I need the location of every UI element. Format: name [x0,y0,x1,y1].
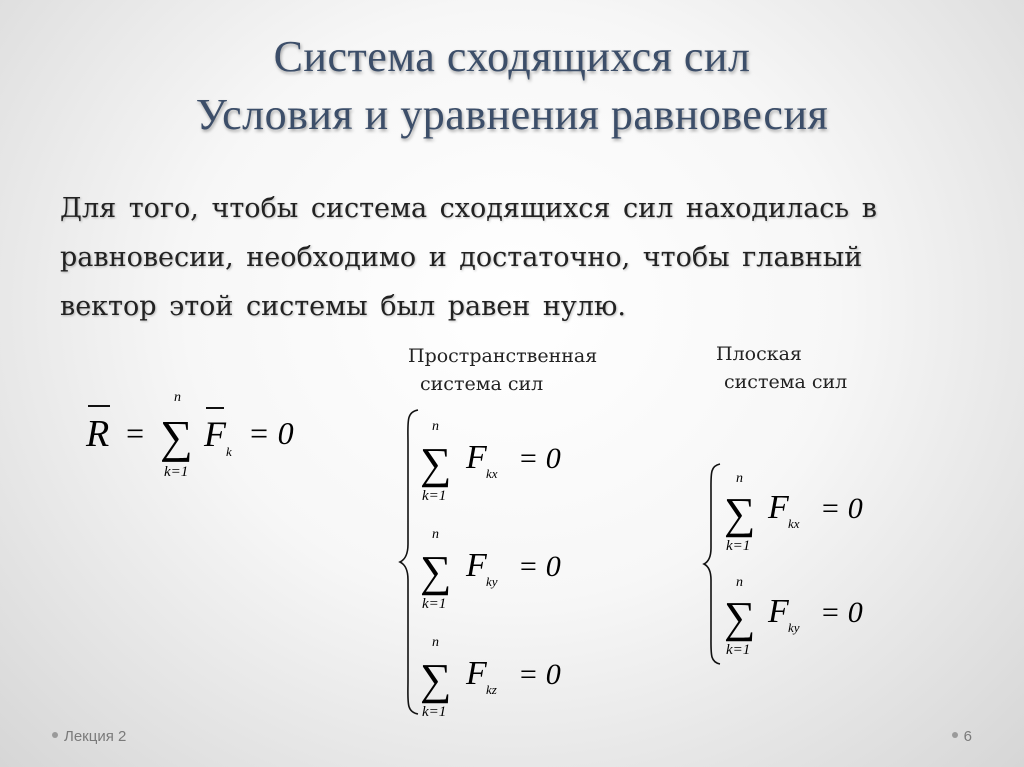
bullet-dot-icon [952,732,958,738]
slide-title-line-1: Система сходящихся сил [273,32,751,81]
caption-spatial-system [408,342,597,398]
left-brace [400,410,418,714]
main-sum-lower: k=1 [164,464,189,480]
sum-upper: n [432,635,439,650]
sum-symbol: ∑ [724,489,756,538]
bullet-dot-icon [52,732,58,738]
rhs: = 0 [820,492,863,525]
term-sub: kx [788,516,800,531]
planar-equations-system [702,458,902,668]
sum-lower: k=1 [726,538,751,554]
sum-lower: k=1 [422,488,447,504]
footer-lecture [52,728,126,745]
planar-equation-x [724,471,863,554]
spatial-equation-x [420,419,561,504]
sum-symbol: ∑ [420,547,452,596]
caption-planar-line-1: Плоская [716,343,802,365]
sum-upper: n [736,575,743,590]
term: F [768,489,789,526]
sum-symbol: ∑ [724,593,756,642]
footer-page [952,728,972,745]
main-term: F [204,414,226,454]
term-sub: kz [486,682,497,697]
slide-body-text [60,184,960,331]
rhs: = 0 [820,596,863,629]
rhs: = 0 [518,550,561,583]
sum-symbol: ∑ [160,411,193,462]
term-sub: ky [486,574,498,589]
sum-lower: k=1 [422,596,447,612]
slide-title [0,28,1024,144]
rhs: = 0 [518,658,561,691]
sum-upper: n [736,471,743,486]
slide-title-line-2: Условия и уравнения равновесия [195,90,829,139]
caption-planar-system [716,340,847,396]
body-line: вектор этой системы был равен нулю. [60,291,626,322]
term-sub: kx [486,466,498,481]
caption-planar-line-2: система сил [724,371,848,393]
term-sub: ky [788,620,800,635]
sum-symbol: ∑ [420,439,452,488]
left-brace [704,464,720,664]
main-equals: = [124,415,146,451]
main-lhs: R [86,413,110,455]
main-rhs: = 0 [248,415,294,451]
footer-lecture-label: Лекция 2 [64,728,127,745]
spatial-equation-y [420,527,561,612]
sum-lower: k=1 [422,704,447,720]
sum-lower: k=1 [726,642,751,658]
body-line: равновесии, необходимо и достаточно, чтобы главный [60,242,863,273]
spatial-equation-z [420,635,561,720]
main-term-sub: k [226,444,232,459]
main-sum-upper: n [174,390,181,405]
page-number: 6 [963,728,972,745]
sum-upper: n [432,419,439,434]
sum-upper: n [432,527,439,542]
term: F [466,655,487,692]
term: F [466,439,487,476]
term: F [768,593,789,630]
sum-symbol: ∑ [420,655,452,704]
caption-spatial-line-1: Пространственная [408,345,598,367]
rhs: = 0 [518,442,561,475]
main-equilibrium-formula [80,388,320,488]
body-line: Для того, чтобы система сходящихся сил находилась в [60,193,877,224]
spatial-equations-system [398,404,598,722]
term: F [466,547,487,584]
caption-spatial-line-2: система сил [420,373,544,395]
planar-equation-y [724,575,863,658]
